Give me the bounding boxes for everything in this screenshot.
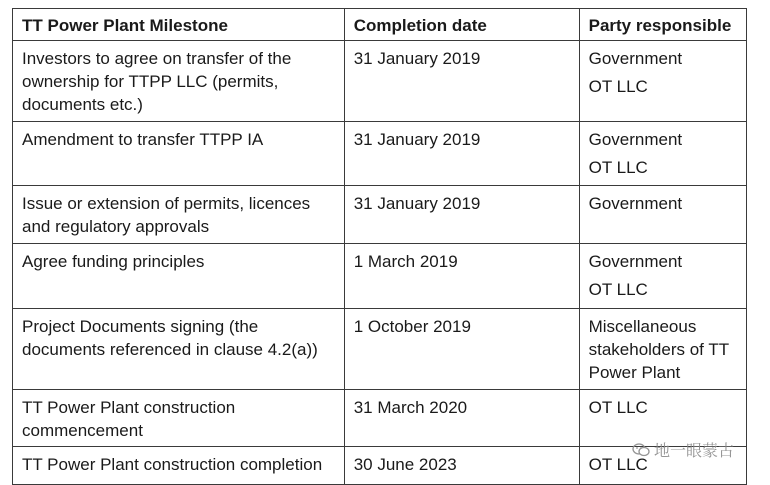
- cell-completion-date: 31 January 2019: [344, 122, 579, 186]
- party-name: OT LLC: [588, 158, 648, 177]
- party-name: Government: [588, 194, 683, 213]
- cell-completion-date: 31 March 2020: [344, 390, 579, 447]
- cell-completion-date: 31 January 2019: [344, 186, 579, 244]
- table-row: [13, 309, 747, 390]
- cell-milestone: Project Documents signing (the documents referenced in clause 4.2(a)): [13, 309, 345, 390]
- cell-milestone: TT Power Plant construction completion: [13, 447, 345, 485]
- watermark-text: 地一眼蒙古: [653, 443, 734, 460]
- header-party-responsible: Party responsible: [579, 9, 746, 41]
- cell-milestone: Amendment to transfer TTPP IA: [13, 122, 345, 186]
- milestone-table: [12, 8, 747, 485]
- cell-party-responsible: [579, 186, 746, 244]
- cell-party-responsible: [579, 309, 746, 390]
- party-name: OT LLC: [588, 280, 648, 299]
- cell-party-responsible: [579, 41, 746, 122]
- cell-completion-date: 31 January 2019: [344, 41, 579, 122]
- cell-milestone: Agree funding principles: [13, 244, 345, 309]
- table-row: [13, 41, 747, 122]
- cell-milestone: TT Power Plant construction commencement: [13, 390, 345, 447]
- cell-party-responsible: [579, 122, 746, 186]
- table-row: [13, 244, 747, 309]
- cell-completion-date: 1 October 2019: [344, 309, 579, 390]
- party-name: Miscellaneous stakeholders of TT Power Plant: [588, 317, 729, 382]
- wechat-icon: [632, 443, 650, 457]
- party-name: Government: [588, 49, 683, 68]
- party-name: Government: [588, 130, 683, 149]
- cell-milestone: Investors to agree on transfer of the ownership for TTPP LLC (permits, documents etc.): [13, 41, 345, 122]
- party-name: OT LLC: [588, 455, 648, 474]
- header-completion-date: Completion date: [344, 9, 579, 41]
- table-row: [13, 186, 747, 244]
- cell-completion-date: 1 March 2019: [344, 244, 579, 309]
- party-name: OT LLC: [588, 398, 648, 417]
- party-name: OT LLC: [588, 77, 648, 96]
- cell-milestone: Issue or extension of permits, licences and regulatory approvals: [13, 186, 345, 244]
- cell-party-responsible: [579, 244, 746, 309]
- header-milestone: TT Power Plant Milestone: [13, 9, 345, 41]
- party-name: Government: [588, 252, 683, 271]
- watermark: [632, 438, 734, 461]
- cell-completion-date: 30 June 2023: [344, 447, 579, 485]
- table-header-row: [13, 9, 747, 41]
- table-body: [13, 41, 747, 485]
- table-row: [13, 122, 747, 186]
